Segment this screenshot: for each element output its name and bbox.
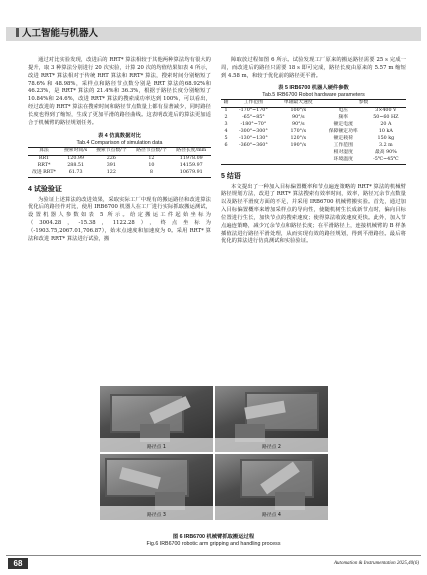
table4-header: 路径节点数/个 [131, 147, 171, 155]
table-cell: -360°~360° [239, 143, 268, 149]
table-cell: 电压 [338, 108, 349, 114]
figure-photo [100, 454, 213, 520]
left-paragraph-1: 通过对比实验发现，改进后的 RRT* 算法相较于其他两种算法均有很大的提升，取 3 种算法分别进行 20 次实验，计算 20 次的均值结果如表 4 所示，改进 RRT* 算法相对于传统 RRT 算法和 RRT* 算法，搜索时间分别缩短了 78.6% 和 48.98%，采样点和路径节点数分别是 RRT 算法的68.92%和 46.23%，是 RRT* 算法的 21.4%和 36.3%，根据于路径长度分别缩短了 10.84%和 24.6%，改进 RRT* 算法的搜索成功率达到 100%，可以看出，经过改进的 RRT* 算法在搜索时间和路径节点数量上都有显著减少，同时路径长度也得到了缩短，生成了更加平滑的路径曲线。这表明改进后的算法更加适合于机械臂的路径规划任务。 [28, 57, 211, 126]
right-paragraph-1: 障取放过程如图 6 所示。试验发现工厂原来的搬运路径需要 25 s 完成一周，而改进后的路径只需要 18 s 即可完成，路径长度由原来的 5.57 m 缩短到 4.58 m，和较于优化前的路径更平滑。 [221, 57, 406, 79]
table4-header: 搜索时间/s [60, 147, 91, 155]
section-header-text: 人工智能与机器人 [22, 28, 99, 39]
table5-header: 单轴最大速度 [276, 99, 321, 107]
table-cell: 122 [91, 170, 131, 178]
table-cell: 3×400 V [375, 108, 397, 114]
table-cell: 环境温度 [321, 157, 366, 165]
right-column [221, 57, 406, 246]
table-cell: 3 [224, 122, 228, 128]
table-cell: 4 [224, 129, 228, 135]
table-cell: -300°~300° [239, 129, 268, 135]
table-cell: -170°~170° [239, 108, 268, 114]
table-cell: -5℃~45℃ [366, 157, 406, 165]
right-paragraph-2: 本文提出了一种加入目标偏置概率和节点遍连策略的 RRT* 算法的机械臂路径规划方法，改进了 RRT* 算法搜索有效率时间，效率，路径冗余节点数量以及路径平滑度方面的不足，并采用 IRB6700 机械臂搬实验。首先，通过加入目标偏置概率来增加采样点的导向性，使随机树生长成新节点时，偏向目标位置进行生长，加快节点的搜索速度；使得算法收敛速度更快。此外，加入节点遍连策略，减少冗余节点和路径长度；在平滑路径上，连接机械臂的 B 样条插值法进行路径平滑处理，从而实现有效的路径规划，得到平滑路径。最后将优化的算法进行仿真测试和实验验证。 [221, 183, 406, 245]
table-cell: 120.99 [67, 156, 85, 162]
table5-header: 参数 [321, 99, 406, 107]
figure-6-caption-en: Fig.6 IRB6700 robotic arm gripping and handling process [146, 541, 281, 547]
table-row [221, 107, 406, 115]
table4 [28, 147, 211, 178]
table-row [221, 136, 406, 143]
table-row [221, 129, 406, 136]
table-cell: RRT* [37, 163, 51, 169]
table-cell: 90°/s [292, 122, 305, 128]
table-cell: RRT [38, 156, 50, 162]
table-cell: 10 [148, 163, 155, 169]
table5-caption-en: Tab.5 IRB6700 Robot hardware parameters [262, 91, 365, 98]
table-cell: 100°/s [290, 108, 307, 114]
table-cell: 最高 90% [374, 150, 397, 156]
photo-label: 路径点 4 [262, 513, 281, 518]
journal-footer: Automation & Instrumentation 2025,40(6) [334, 561, 419, 566]
table-cell: -130°~130° [239, 136, 268, 142]
table-row [221, 122, 406, 129]
table5-caption-cn: 表 5 IRB6700 机器人硬件参数 [278, 84, 349, 91]
table-cell: 8 [131, 170, 171, 178]
figure-photo [215, 454, 328, 520]
table5 [221, 99, 406, 165]
table-cell [221, 150, 231, 157]
table-cell: 20 A [380, 122, 392, 128]
table-cell: 11978.09 [179, 156, 203, 162]
table-row [28, 163, 211, 170]
page-number: 68 [8, 558, 28, 569]
table4-header: 搜索节点数/个 [91, 147, 131, 155]
table-cell: 61.73 [60, 170, 91, 178]
table-row [221, 150, 406, 157]
section-5-title: 5 结语 [221, 172, 241, 180]
table5-header: 轴 [221, 99, 231, 107]
table-row [28, 155, 211, 163]
table4-caption-en: Tab.4 Comparison of simulation data [76, 139, 163, 146]
table-cell [221, 157, 231, 165]
table-cell [231, 150, 276, 157]
table-cell: 190°/s [290, 143, 307, 149]
figure-photo [100, 386, 213, 452]
table-cell: 90°/s [292, 115, 305, 121]
header-marker [16, 28, 19, 37]
table-cell: 2 [224, 115, 228, 121]
table-cell: 保障额定功率 [328, 129, 358, 135]
header-bar [6, 27, 421, 41]
table4-header: 路径长度/mm [171, 147, 211, 155]
figure-6-caption-cn: 图 6 IRB6700 机械臂抓取搬运过程 [172, 534, 255, 540]
table-cell: 12 [148, 156, 155, 162]
table-cell: 288.51 [67, 163, 85, 169]
table-cell: 120°/s [290, 136, 307, 142]
table-row [28, 170, 211, 178]
section-header [16, 27, 98, 41]
footer-rule [6, 555, 421, 556]
table-cell: -65°~85° [242, 115, 265, 121]
table-row [221, 157, 406, 165]
left-column [28, 57, 211, 244]
table-cell: 额定载荷 [333, 136, 353, 142]
table-cell: -180°~70° [240, 122, 267, 128]
table-cell [276, 150, 321, 157]
left-paragraph-2: 为验证上述算法的改进效果，采取实际工厂中现有的搬运路径和改进算法优化后的路径作对比，使用 IRB6700 机器人在工厂进行实际抓取搬运测试，设置机器人参数如表 5 所示。给定搬运工件起始坐标为（3004.28，-15.38，1122.28），终点坐标为（-1903.75,2067.01,706.87），始末点速度和加速度为 0。采用 RRT* 算法和改进 RRT* 算法进行试验，搬 [28, 196, 211, 242]
figure-6 [100, 386, 328, 521]
table-cell: 10679.91 [171, 170, 211, 178]
table-row [221, 115, 406, 122]
table-cell: 1 [224, 108, 228, 114]
table-cell: 相对湿度 [333, 150, 353, 156]
table-cell: 226 [106, 156, 116, 162]
table-cell: 391 [106, 163, 116, 169]
table-cell: 3.2 m [379, 143, 393, 149]
table-cell: 改进 RRT* [28, 170, 60, 178]
table-cell: 10 kA [378, 129, 393, 135]
table-cell: 150 kg [377, 136, 395, 142]
table-cell: 频率 [338, 115, 349, 121]
table-cell: 6 [224, 143, 228, 149]
table-cell: 工作范围 [333, 143, 353, 149]
photo-label: 路径点 2 [262, 445, 281, 450]
table-cell: 14159.97 [179, 163, 203, 169]
figure-photo [215, 386, 328, 452]
table-row [221, 143, 406, 150]
table-cell: 50~60 HZ [373, 115, 399, 121]
photo-label: 路径点 3 [147, 513, 166, 518]
section-4-title: 4 试验验证 [28, 185, 62, 193]
table-cell [231, 157, 276, 165]
table-cell [276, 157, 321, 165]
photo-label: 路径点 1 [147, 445, 166, 450]
table-cell: 额定电流 [333, 122, 353, 128]
table4-header: 算法 [28, 147, 60, 155]
table5-header: 工作范围 [231, 99, 276, 107]
table4-caption-cn: 表 4 仿真数据对比 [98, 132, 141, 139]
table-cell: 170°/s [290, 129, 307, 135]
table-cell: 5 [224, 136, 228, 142]
